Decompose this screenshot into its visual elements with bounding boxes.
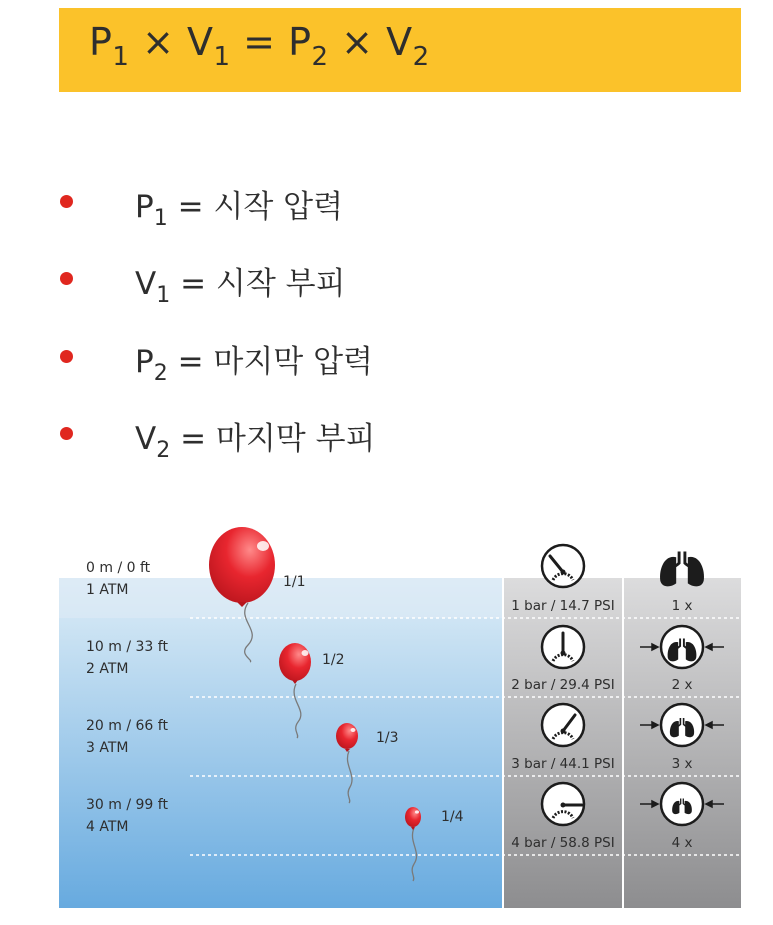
- ratio-label: 1/1: [283, 574, 306, 590]
- ratio-label: 1/2: [322, 652, 345, 668]
- lungs-icon: [661, 626, 703, 668]
- lungs-icon: [661, 704, 703, 746]
- formula-v1: V: [187, 20, 214, 64]
- lungs-icon: [661, 783, 703, 825]
- lung-multiplier: 3 x: [671, 756, 693, 772]
- formula-times-2: ×: [341, 20, 374, 64]
- depth-label: 30 m / 99 ft: [86, 797, 168, 813]
- formula-v1-sub: 1: [213, 42, 231, 72]
- depth-label: 20 m / 66 ft: [86, 718, 168, 734]
- atm-label: 4 ATM: [86, 819, 129, 835]
- formula-p2: P: [288, 20, 312, 64]
- ratio-label: 1/3: [376, 730, 399, 746]
- formula-p2-sub: 2: [311, 42, 329, 72]
- definition-text: $V_2$ = 마지막 부피: [135, 421, 376, 463]
- atm-label: 1 ATM: [86, 582, 129, 598]
- lung-multiplier: 4 x: [671, 835, 693, 851]
- ratio-label: 1/4: [441, 809, 464, 825]
- atm-label: 2 ATM: [86, 661, 129, 677]
- formula-times-1: ×: [142, 20, 175, 64]
- lung-multiplier: 1 x: [671, 598, 693, 614]
- pressure-label: 1 bar / 14.7 PSI: [511, 598, 615, 614]
- pressure-gauge-icon: [542, 545, 584, 587]
- pressure-label: 4 bar / 58.8 PSI: [511, 835, 615, 851]
- depth-label: 10 m / 33 ft: [86, 639, 168, 655]
- formula-v2: V: [386, 20, 413, 64]
- lung-multiplier: 2 x: [671, 677, 693, 693]
- pressure-label: 2 bar / 29.4 PSI: [511, 677, 615, 693]
- definition-text: $P_1$ = 시작 압력: [135, 189, 344, 231]
- definition-text: $P_2$ = 마지막 압력: [135, 344, 373, 386]
- pressure-label: 3 bar / 44.1 PSI: [511, 756, 615, 772]
- pressure-gauge-icon: [542, 783, 584, 825]
- depth-label: 0 m / 0 ft: [86, 560, 151, 576]
- formula-v2-sub: 2: [412, 42, 430, 72]
- atm-label: 3 ATM: [86, 740, 129, 756]
- pressure-gauge-icon: [542, 704, 584, 746]
- formula-p1: P: [89, 20, 113, 64]
- formula-equals: =: [243, 20, 276, 64]
- formula-p1-sub: 1: [112, 42, 130, 72]
- definition-text: $V_1$ = 시작 부피: [135, 266, 346, 308]
- pressure-gauge-icon: [542, 626, 584, 668]
